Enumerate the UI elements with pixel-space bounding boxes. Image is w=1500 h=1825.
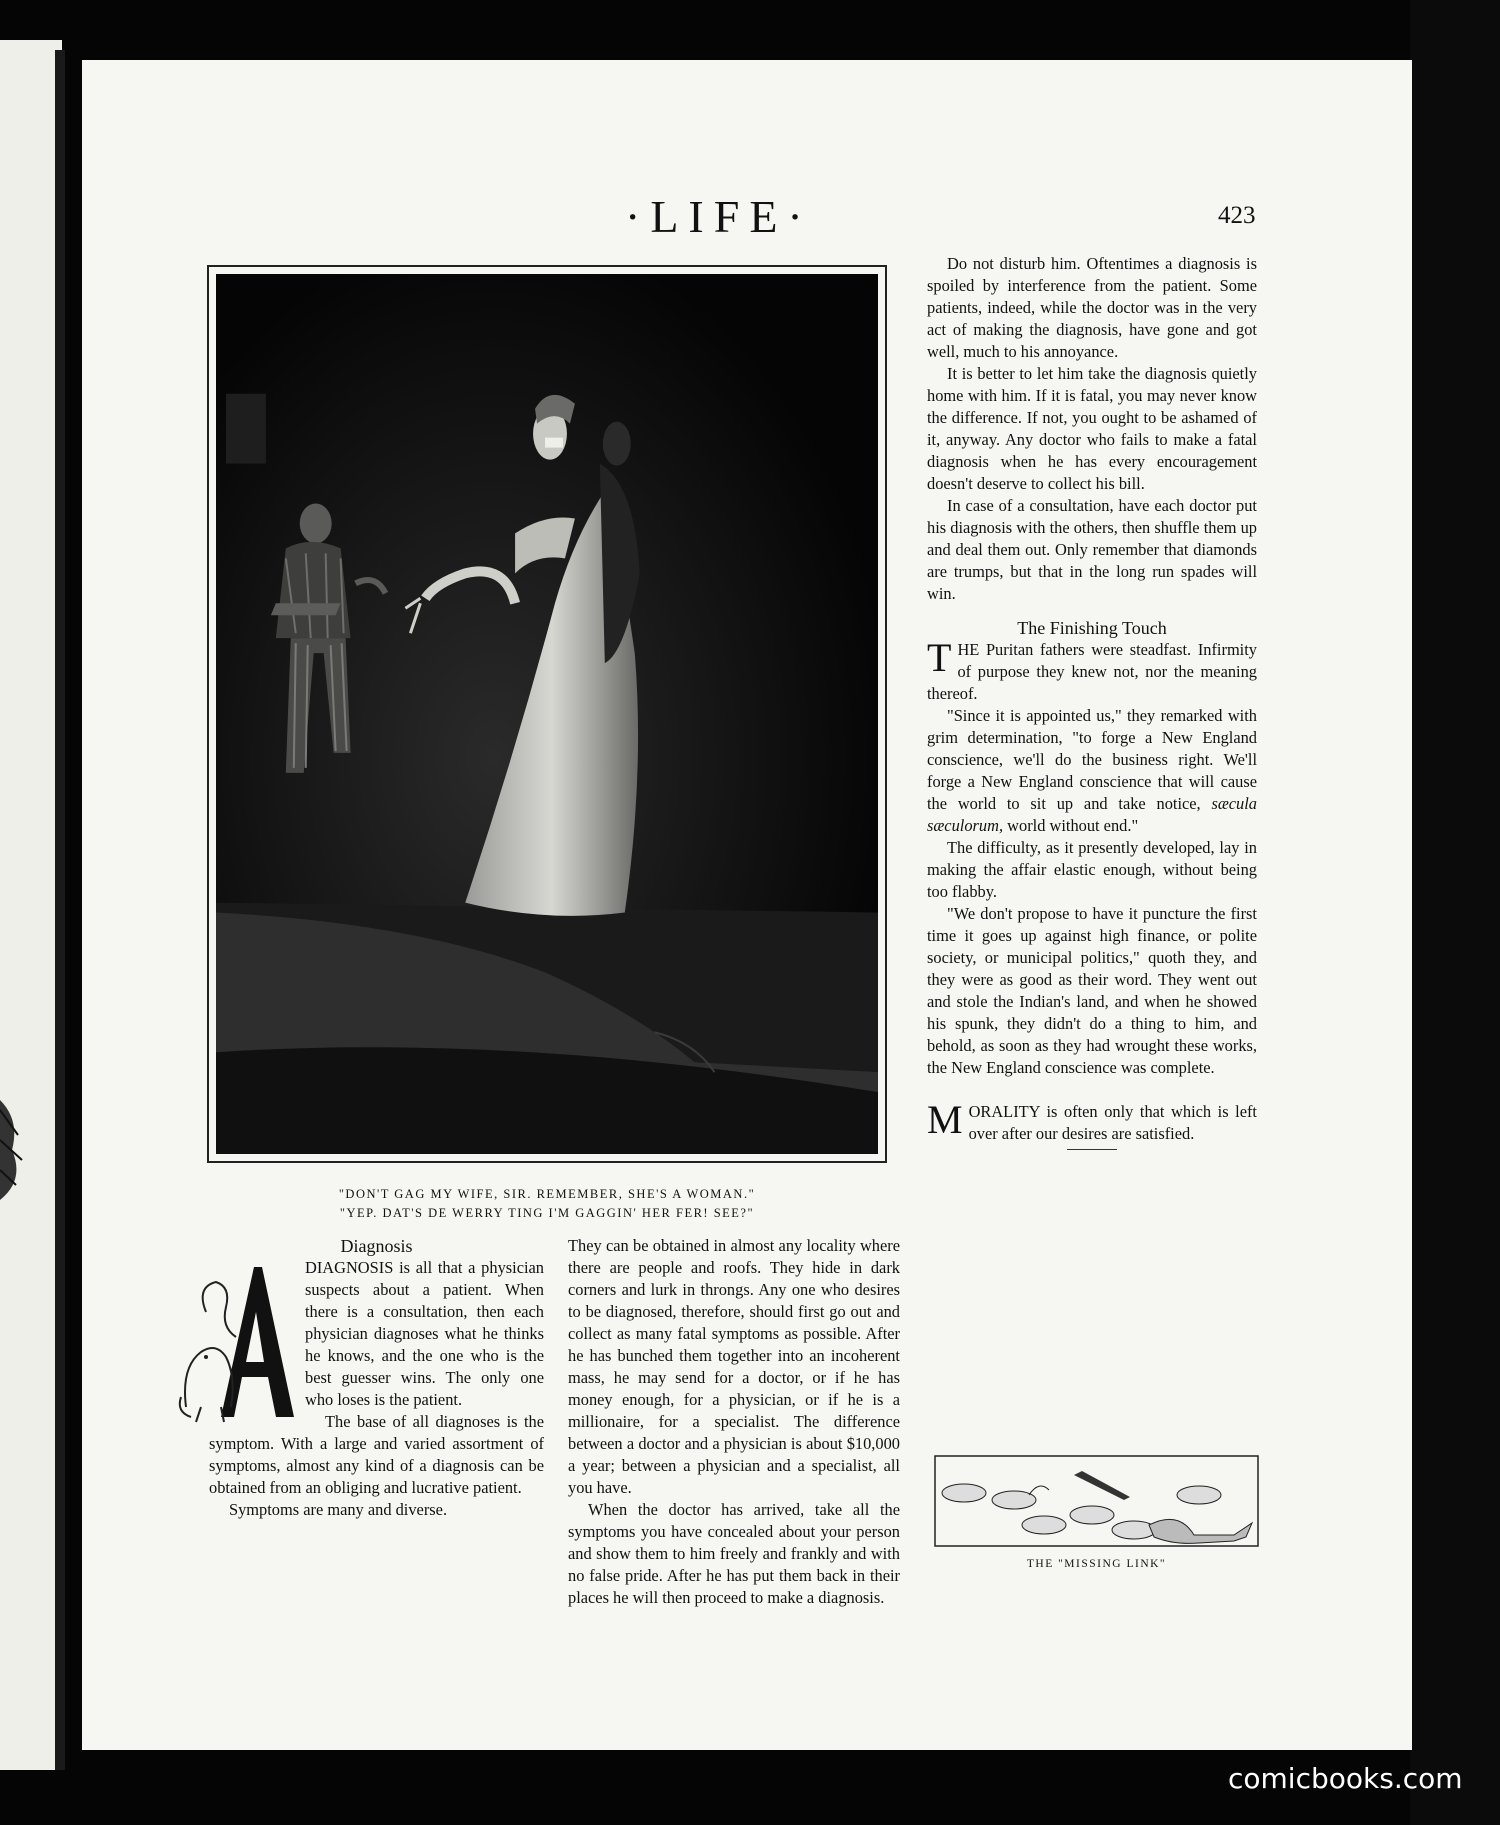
scan-right-border: [1410, 0, 1500, 1825]
illustration-frame: [207, 265, 887, 1163]
finishing-touch-paragraph-4: "We don't propose to have it puncture the first time it goes up against high finance, or polite society, or municipal politics," quoth they, and they were as good as their word. They went out and stole the Indian's land, and when he showed his spunk, they didn't do a thing to him, and behold, as soon as they had wrought these works, the New England conscience was complete.: [927, 904, 1257, 1077]
diagnosis-paragraph-4: They can be obtained in almost any locality where there are people and roofs. They hide in dark corners and lurk in throngs. Any one who desires to be diagnosed, therefore, should first go out and collect as many fatal symptoms as possible. After he has bunched them together into an incoherent mass, he may send for a doctor, or if he has money enough, for a physician, or if he is a millionaire, for a specialist. The difference between a doctor and a physician is about $10,000 a year; between a physician and a specialist, all you have.: [568, 1236, 900, 1497]
decorated-initial-a: [176, 1257, 301, 1427]
site-watermark: comicbooks.com: [1228, 1762, 1463, 1795]
sausage-links-drawing: [934, 1455, 1259, 1565]
finishing-touch-paragraph-3: The difficulty, as it presently developed, lay in making the affair elastic enough, without being too flabby.: [927, 838, 1257, 901]
left-page-edge: [0, 40, 62, 1770]
section-divider: [1067, 1149, 1117, 1150]
finishing-touch-heading: The Finishing Touch: [1017, 618, 1167, 638]
diagnosis-column-middle: [568, 1235, 900, 1609]
right-column: [927, 253, 1257, 1160]
diagnosis-paragraph-3: Symptoms are many and diverse.: [229, 1500, 448, 1519]
diagnosis-paragraph-6: Do not disturb him. Oftentimes a diagnosis is spoiled by interference from the patient. Some patients, indeed, while the doctor was in the very act of making the diagnosis, have gone and got well, much to his annoyance.: [927, 254, 1257, 361]
page-number: 423: [1218, 202, 1256, 229]
dropcap-t: T: [927, 635, 952, 680]
diagnosis-paragraph-1: DIAGNOSIS is all that a physician suspects about a patient. When there is a consultation, then each physician diagnoses what he thinks he knows, and the one who is the best guesser wins. The only one who loses is the patient.: [209, 1257, 544, 1411]
magazine-title: ·LIFE·: [625, 191, 813, 242]
caption-line-1: "DON'T GAG MY WIFE, SIR. REMEMBER, SHE'S A WOMAN.": [338, 1187, 756, 1201]
missing-link-caption: THE "MISSING LINK": [1026, 1558, 1167, 1570]
book-gutter: [55, 50, 65, 1770]
diagnosis-paragraph-8: In case of a consultation, have each doctor put his diagnosis with the others, then shuffle them up and deal them out. Only remember that diamonds are trumps, but that in the long run spades will win.: [927, 496, 1257, 603]
left-page-drawing-fragment: [0, 1090, 30, 1210]
missing-link-illustration: [934, 1455, 1259, 1565]
diagnosis-paragraph-7: It is better to let him take the diagnosis quietly home with him. If it is fatal, you may never know the difference. If not, you ought to be ashamed of it, anyway. Any doctor who fails to make a fatal diagnosis when he has every encouragement doesn't deserve to collect his bill.: [927, 364, 1257, 493]
dropcap-m: M: [927, 1097, 963, 1142]
diagnosis-column-left: [209, 1235, 544, 1521]
dog-and-letter-a-drawing: [176, 1257, 301, 1427]
morality-paragraph: MORALITY is often only that which is left over after our desires are satisfied.: [927, 1097, 1257, 1143]
finishing-touch-paragraph-1: THE Puritan fathers were steadfast. Infirmity of purpose they knew not, nor the meaning thereof.: [927, 635, 1257, 703]
sleepwalker-illustration: [216, 274, 878, 1154]
diagnosis-paragraph-2: The base of all diagnoses is the symptom. With a large and varied assortment of symptoms, almost any kind of a diagnosis can be obtained from an obliging and lucrative patient.: [209, 1412, 544, 1497]
illustration-caption: [207, 1185, 887, 1223]
diagnosis-paragraph-5: When the doctor has arrived, take all the symptoms you have concealed about your person and show them to him freely and frankly and with no false pride. After he has put them back in their places he will then proceed to make a diagnosis.: [568, 1500, 900, 1607]
caption-line-2: "YEP. DAT'S DE WERRY TING I'M GAGGIN' HER FER! SEE?": [339, 1206, 755, 1220]
finishing-touch-paragraph-2: "Since it is appointed us," they remarked with grim determination, "to forge a New England conscience, we'll do the business right. We'll forge a New England conscience that will cause the world to sit up and take notice, sæcula sæculorum, world without end.": [927, 706, 1257, 835]
diagnosis-heading: Diagnosis: [340, 1236, 413, 1256]
